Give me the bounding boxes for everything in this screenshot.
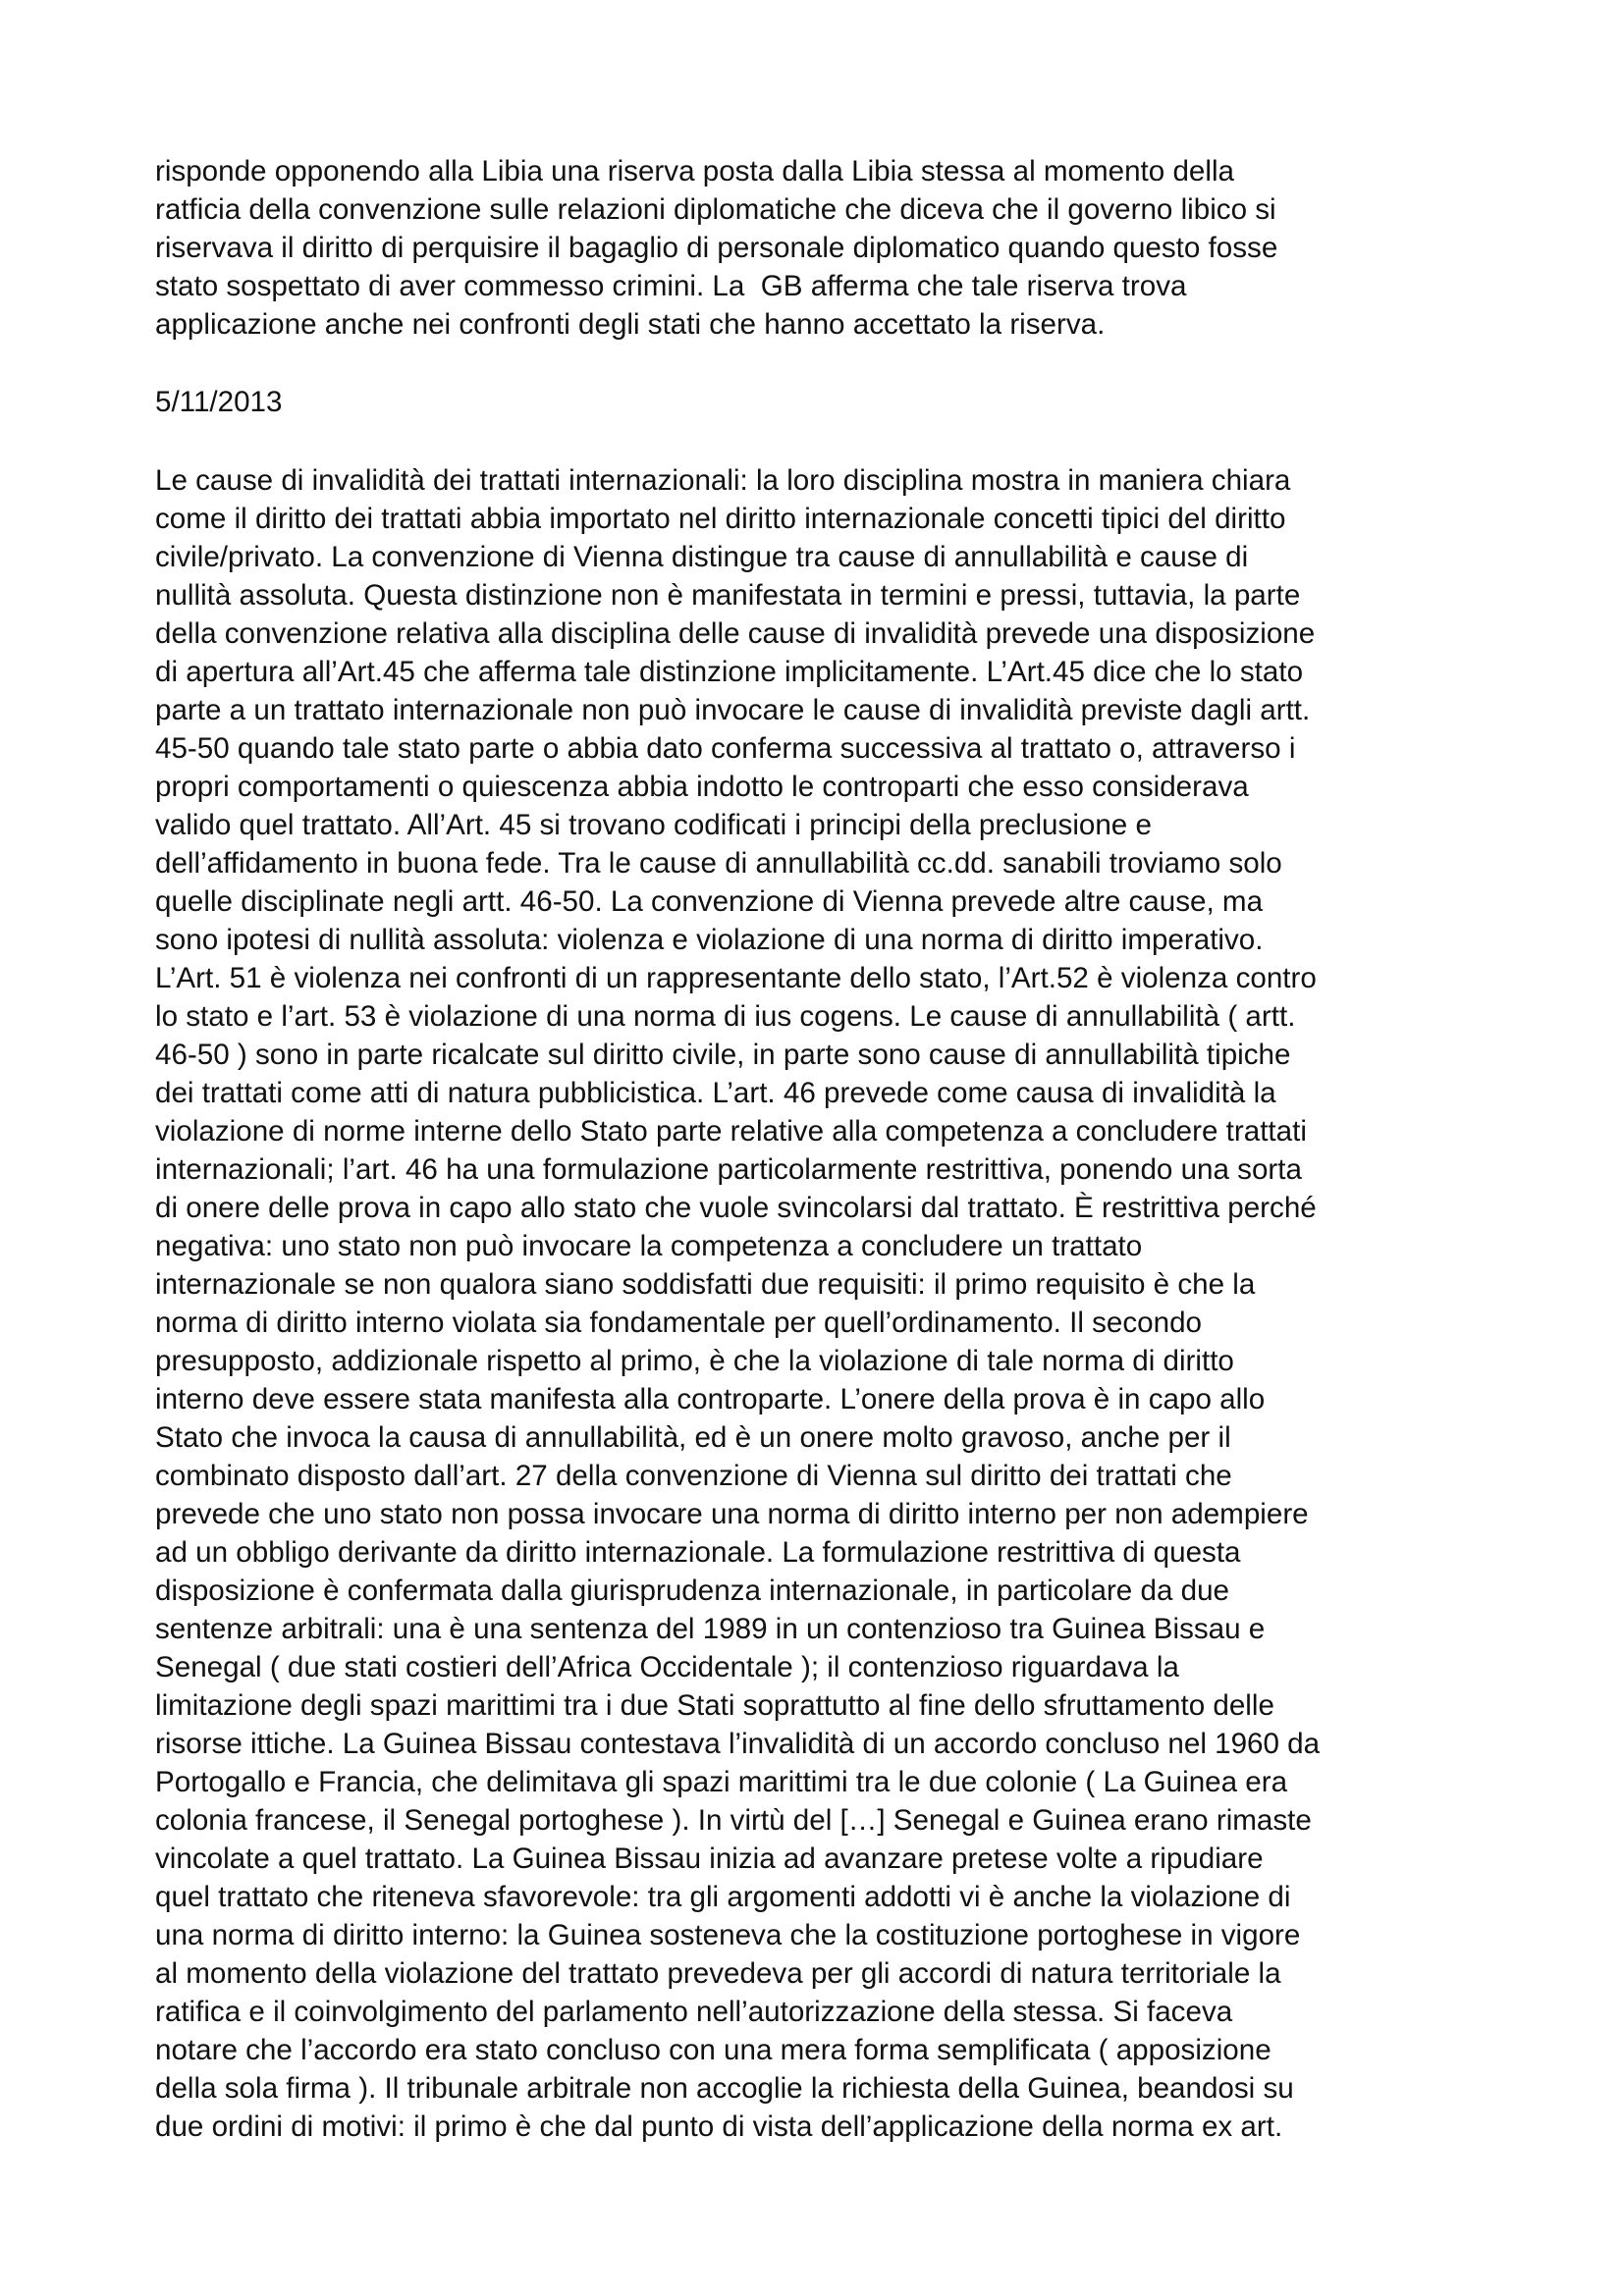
- date-text: 5/11/2013: [155, 386, 283, 418]
- text-line: della convenzione relativa alla disciplina delle cause di invalidità prevede una disposizione: [155, 617, 1316, 650]
- text-line: risponde opponendo alla Libia una riserva posta dalla Libia stessa al momento della: [155, 155, 1234, 187]
- text-line: presupposto, addizionale rispetto al primo, è che la violazione di tale norma di diritto: [155, 1345, 1234, 1377]
- text-line: due ordini di motivi: il primo è che dal punto di vista dell’applicazione della norma ex art.: [155, 2110, 1283, 2143]
- date-heading: [155, 383, 1490, 421]
- text-line: colonia francese, il Senegal portoghese ). In virtù del […] Senegal e Guinea erano rimaste: [155, 1804, 1312, 1837]
- text-line: nullità assoluta. Questa distinzione non è manifestata in termini e pressi, tuttavia, la parte: [155, 579, 1301, 612]
- text-line: notare che l’accordo era stato concluso con una mera forma semplificata ( apposizione: [155, 2034, 1271, 2066]
- intro-paragraph: [155, 152, 1490, 344]
- text-line: risorse ittiche. La Guinea Bissau contestava l’invalidità di un accordo concluso nel 1960 da: [155, 1728, 1321, 1760]
- text-line: una norma di diritto interno: la Guinea sosteneva che la costituzione portoghese in vigore: [155, 1919, 1301, 1951]
- text-line: di apertura all’Art.45 che afferma tale distinzione implicitamente. L’Art.45 dice che lo stato: [155, 656, 1304, 688]
- text-line: L’Art. 51 è violenza nei confronti di un rappresentante dello stato, l’Art.52 è violenza contro: [155, 962, 1317, 994]
- text-line: vincolate a quel trattato. La Guinea Bissau inizia ad avanzare pretese volte a ripudiare: [155, 1842, 1264, 1875]
- text-line: disposizione è confermata dalla giurisprudenza internazionale, in particolare da due: [155, 1575, 1230, 1607]
- text-line: riservava il diritto di perquisire il bagaglio di personale diplomatico quando questo fosse: [155, 232, 1278, 264]
- text-line: Stato che invoca la causa di annullabilità, ed è un onere molto gravoso, anche per il: [155, 1421, 1231, 1454]
- text-line: 46-50 ) sono in parte ricalcate sul diritto civile, in parte sono cause di annullabilità tipiche: [155, 1039, 1291, 1071]
- text-line: Le cause di invalidità dei trattati internazionali: la loro disciplina mostra in maniera chiara: [155, 464, 1291, 497]
- main-paragraph: [155, 461, 1490, 2146]
- text-line: civile/privato. La convenzione di Vienna distingue tra cause di annullabilità e cause di: [155, 541, 1249, 573]
- text-line: interno deve essere stata manifesta alla controparte. L’onere della prova è in capo allo: [155, 1383, 1266, 1415]
- text-line: di onere delle prova in capo allo stato che vuole svincolarsi dal trattato. È restrittiva perché: [155, 1192, 1317, 1224]
- text-line: propri comportamenti o quiescenza abbia indotto le controparti che esso considerava: [155, 771, 1249, 803]
- text-line: valido quel trattato. All’Art. 45 si trovano codificati i principi della preclusione e: [155, 809, 1152, 841]
- text-line: Portogallo e Francia, che delimitava gli spazi marittimi tra le due colonie ( La Guinea era: [155, 1766, 1288, 1798]
- text-line: applicazione anche nei confronti degli stati che hanno accettato la riserva.: [155, 308, 1106, 341]
- text-line: dei trattati come atti di natura pubblicistica. L’art. 46 prevede come causa di invalidità la: [155, 1077, 1276, 1109]
- text-line: dell’affidamento in buona fede. Tra le cause di annullabilità cc.dd. sanabili troviamo solo: [155, 847, 1282, 880]
- text-line: sentenze arbitrali: una è una sentenza del 1989 in un contenzioso tra Guinea Bissau e: [155, 1613, 1266, 1645]
- text-line: quel trattato che riteneva sfavorevole: tra gli argomenti addotti vi è anche la violazione di: [155, 1881, 1291, 1913]
- text-line: norma di diritto interno violata sia fondamentale per quell’ordinamento. Il secondo: [155, 1307, 1202, 1339]
- text-line: violazione di norme interne dello Stato parte relative alla competenza a concludere trattati: [155, 1115, 1307, 1148]
- text-line: al momento della violazione del trattato prevedeva per gli accordi di natura territoriale la: [155, 1957, 1281, 1990]
- text-line: parte a un trattato internazionale non può invocare le cause di invalidità previste dagli artt.: [155, 694, 1311, 726]
- text-line: lo stato e l’art. 53 è violazione di una norma di ius cogens. Le cause di annullabilità ( artt.: [155, 1000, 1296, 1033]
- text-line: ratficia della convenzione sulle relazioni diplomatiche che diceva che il governo libico si: [155, 193, 1276, 226]
- text-line: limitazione degli spazi marittimi tra i due Stati soprattutto al fine dello sfruttamento delle: [155, 1689, 1274, 1722]
- text-line: sono ipotesi di nullità assoluta: violenza e violazione di una norma di diritto imperativo.: [155, 924, 1264, 956]
- text-line: stato sospettato di aver commesso crimini. La GB afferma che tale riserva trova: [155, 270, 1187, 302]
- text-line: Senegal ( due stati costieri dell’Africa Occidentale ); il contenzioso riguardava la: [155, 1651, 1179, 1683]
- text-line: internazionale se non qualora siano soddisfatti due requisiti: il primo requisito è che la: [155, 1268, 1256, 1301]
- text-line: negativa: uno stato non può invocare la competenza a concludere un trattato: [155, 1230, 1143, 1262]
- text-line: 45-50 quando tale stato parte o abbia dato conferma successiva al trattato o, attraverso i: [155, 732, 1296, 765]
- text-line: prevede che uno stato non possa invocare una norma di diritto interno per non adempiere: [155, 1498, 1309, 1530]
- text-line: internazionali; l’art. 46 ha una formulazione particolarmente restrittiva, ponendo una sorta: [155, 1153, 1302, 1186]
- text-line: ad un obbligo derivante da diritto internazionale. La formulazione restrittiva di questa: [155, 1536, 1241, 1569]
- text-line: quelle disciplinate negli artt. 46-50. La convenzione di Vienna prevede altre cause, ma: [155, 885, 1264, 918]
- text-line: come il diritto dei trattati abbia importato nel diritto internazionale concetti tipici del diritto: [155, 503, 1286, 535]
- text-line: della sola firma ). Il tribunale arbitrale non accoglie la richiesta della Guinea, beandosi su: [155, 2072, 1294, 2105]
- text-line: ratifica e il coinvolgimento del parlamento nell’autorizzazione della stessa. Si faceva: [155, 1996, 1233, 2028]
- text-line: combinato disposto dall’art. 27 della convenzione di Vienna sul diritto dei trattati che: [155, 1460, 1232, 1492]
